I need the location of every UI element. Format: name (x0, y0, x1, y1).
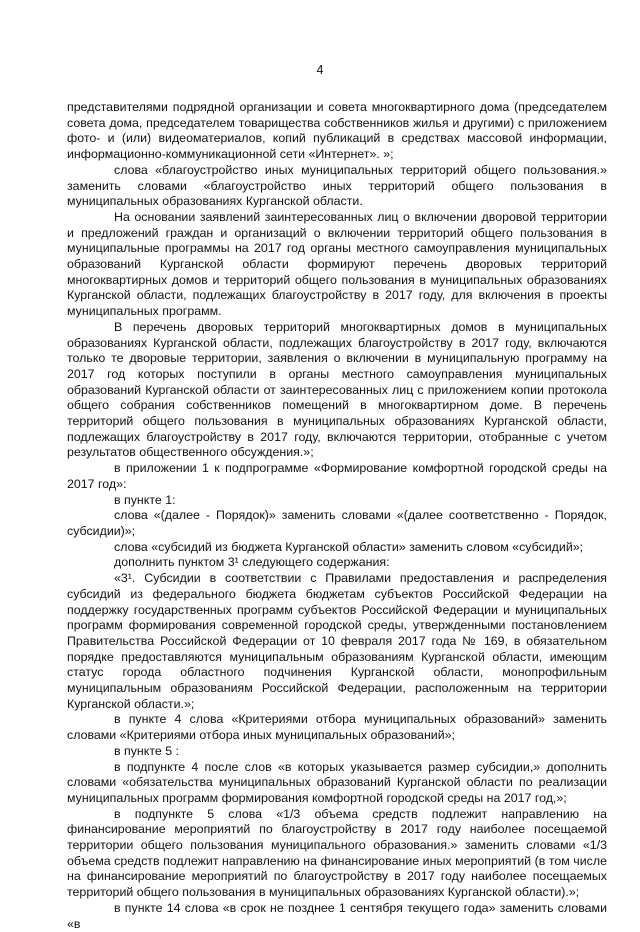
paragraph: в пункте 4 слова «Критериями отбора муниципальных образований» заменить словами «Критериями отбора иных муниципальных образований»; (67, 712, 607, 743)
paragraph: На основании заявлений заинтересованных лиц о включении дворовой территории и предложений граждан и организаций о включении территорий общего пользования в муниципальные программы на 2017 год органы местного самоуправления муниципальных образований Курганской области формируют перечень дворовых территорий многоквартирных домов и территорий общего пользования в муниципальных образованиях Курганской области, подлежащих благоустройству в 2017 году, для включения в проекты муниципальных программ. (67, 209, 607, 319)
paragraph: в пункте 14 слова «в срок не позднее 1 сентября текущего года» заменить словами «в (67, 900, 607, 931)
paragraph: слова «благоустройство иных муниципальных территорий общего пользования.» заменить словами «благоустройство иных территорий общего пользования в муниципальных образованиях Курганской области. (67, 162, 607, 209)
paragraph: слова «субсидий из бюджета Курганской области» заменить словом «субсидий»; (114, 539, 584, 554)
paragraph: дополнить пунктом 3¹ следующего содержания: (114, 555, 390, 570)
page-number: 4 (316, 63, 324, 77)
paragraph: в подпункте 5 слова «1/3 объема средств подлежит направлению на финансирование мероприятий по благоустройству в 2017 году наиболее посещаемой территории общего пользования муниципального образования.» заменить словами «1/3 объема средств подлежит направлению на финансирование иных мероприятий (в том числе на финансирование мероприятий по благоустройству в 2017 году наиболее посещаемых территорий общего пользования в муниципальных образованиях Курганской области).»; (67, 806, 607, 900)
document-body (67, 100, 607, 932)
paragraph: в подпункте 4 после слов «в которых указывается размер субсидии,» дополнить словами «обязательства муниципальных образований Курганской области по реализации муниципальных программ формирования комфортной городской среды на 2017 год,»; (67, 759, 607, 805)
paragraph: в пункте 1: (114, 492, 176, 507)
paragraph: в приложении 1 к подпрограмме «Формирование комфортной городской среды на 2017 год»: (67, 461, 607, 491)
paragraph: «3¹. Субсидии в соответствии с Правилами предоставления и распределения субсидий из федерального бюджета бюджетам субъектов Российской Федерации на поддержку государственных программ субъектов Российской Федерации и муниципальных программ формирования современной городской среды, утвержденными постановлением Правительства Российской Федерации от 10 февраля 2017 года № 169, в обязательном порядке предоставляются муниципальным образованиям Курганской области, имеющим статус города областного подчинения Курганской области, монопрофильным муниципальным образованиям Российской Федерации, расположенным на территории Курганской области.»; (67, 571, 607, 711)
paragraph: В перечень дворовых территорий многоквартирных домов в муниципальных образованиях Курганской области, подлежащих благоустройству в 2017 году, включаются только те дворовые территории, заявления о включении в муниципальную программу на 2017 год которых поступили в органы местного самоуправления муниципальных образований Курганской области от заинтересованных лиц с приложением копии протокола общего собрания собственников помещений в многоквартирном доме. В перечень территорий общего пользования в муниципальных образованиях Курганской области, подлежащих благоустройству в 2017 году, включаются территории, отобранные с учетом результатов общественного обсуждения.»; (67, 319, 607, 460)
paragraph: слова «(далее - Порядок)» заменить словами «(далее соответственно - Порядок, субсидии)»; (67, 508, 607, 538)
paragraph: в пункте 5 : (114, 743, 179, 758)
paragraph: представителями подрядной организации и совета многоквартирного дома (председателем совета дома, председателем товарищества собственников жилья и другими) с приложением фото- и (или) видеоматериалов, копий публикаций в средствах массовой информации, информационно-коммуникационной сети «Интернет». »; (67, 100, 607, 162)
